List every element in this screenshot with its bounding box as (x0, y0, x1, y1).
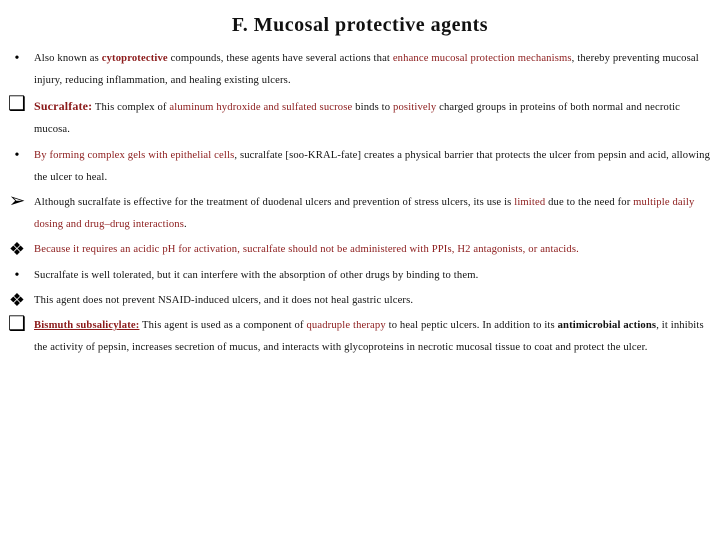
page-title: F. Mucosal protective agents (231, 14, 489, 36)
text-segment: Also known as (34, 53, 102, 64)
text-segment: quadruple therapy (306, 320, 386, 331)
bullet-text (34, 239, 716, 261)
diamond-bullet-icon: ❖ (8, 290, 26, 310)
text-segment: . (184, 219, 187, 230)
bullet-text (34, 265, 716, 287)
round-bullet-icon: • (14, 51, 20, 66)
bullet-text (34, 290, 716, 312)
bullet-text (34, 145, 716, 189)
text-segment: positively (393, 102, 437, 113)
bullet-text (34, 95, 716, 141)
diamond-bullet-icon: ❖ (8, 239, 26, 259)
text-segment: Because it requires an acidic pH for activation, sucralfate should not be administered with PPIs, H2 antagonists, or antacids. (34, 244, 579, 255)
bullet-text (34, 315, 716, 359)
text-segment: compounds, these agents have several actions that (167, 53, 393, 64)
text-segment: charged groups in proteins of both normal and necrotic mucosa. (34, 102, 681, 135)
text-segment: multiple daily dosing and drug–drug interactions (34, 197, 695, 230)
text-segment: antimicrobial actions (557, 320, 657, 331)
text-segment: This agent does not prevent NSAID-induced ulcers, and it does not heal gastric ulcers. (34, 295, 414, 306)
text-segment: Bismuth subsalicylate: (34, 320, 140, 331)
checkbox-bullet-icon: ❑ (8, 93, 26, 115)
checkbox-bullet-icon: ❑ (8, 313, 26, 335)
text-segment: This agent is used as a component of (139, 320, 307, 331)
text-segment: Sucralfate: (34, 99, 93, 113)
text-segment: Sucralfate is well tolerated, but it can interfere with the absorption of other drugs by binding to them. (34, 270, 479, 281)
text-segment: due to the need for (545, 197, 634, 208)
text-segment: enhance mucosal protection mechanisms (392, 53, 572, 64)
round-bullet-icon: • (14, 148, 20, 163)
text-segment: limited (514, 197, 546, 208)
round-bullet-icon: • (14, 268, 20, 283)
text-segment: , thereby preventing mucosal injury, reducing inflammation, and healing existing ulcers. (34, 53, 699, 86)
text-segment: to heal peptic ulcers. In addition to its (385, 320, 558, 331)
text-segment: Although sucralfate is effective for the treatment of duodenal ulcers and prevention of stress ulcers, its use is (34, 197, 515, 208)
text-segment: cytoprotective (101, 53, 168, 64)
text-segment: , it inhibits the activity of pepsin, increases secretion of mucus, and interacts with glycoproteins in necrotic mucosal tissue to coat and protect the ulcer. (34, 320, 704, 353)
text-segment: binds to (352, 102, 394, 113)
text-segment: aluminum hydroxide and sulfated sucrose (169, 102, 353, 113)
text-segment: This complex of (92, 102, 170, 113)
bullet-text (34, 48, 716, 92)
text-segment: , sucralfate [soo-KRAL-fate] creates a physical barrier that protects the ulcer from pepsin and acid, allowing the ulcer to heal. (34, 150, 711, 183)
arrowhead-bullet-icon: ➢ (8, 190, 26, 212)
text-segment: By forming complex gels with epithelial cells (34, 150, 235, 161)
bullet-text (34, 192, 716, 236)
